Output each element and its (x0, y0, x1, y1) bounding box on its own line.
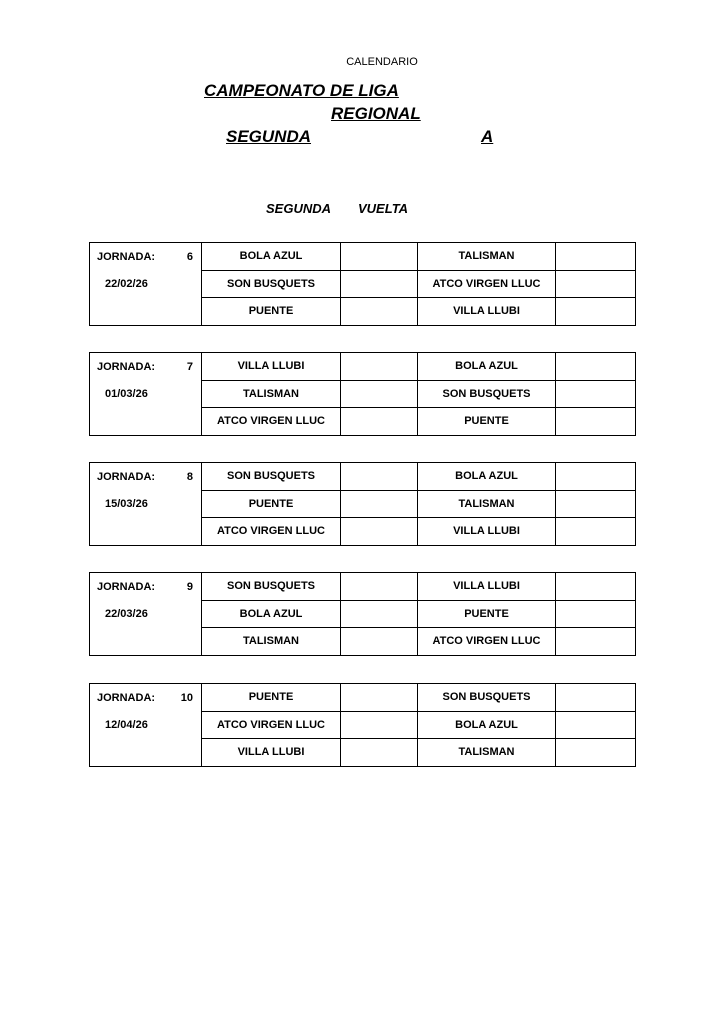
subtitle-segunda: SEGUNDA (266, 201, 332, 216)
away-team: SON BUSQUETS (418, 380, 556, 408)
title-division: SEGUNDA (226, 127, 312, 146)
jornada-date: 01/03/26 (105, 387, 148, 400)
title-group: A (481, 127, 494, 146)
jornada-date-cell (90, 600, 202, 628)
home-score (341, 408, 418, 436)
home-score (341, 298, 418, 326)
away-score (556, 270, 636, 298)
away-score (556, 739, 636, 767)
jornada-date-cell (90, 380, 202, 408)
home-score (341, 628, 418, 656)
away-team: VILLA LLUBI (418, 573, 556, 601)
home-team: TALISMAN (202, 380, 341, 408)
home-team: SON BUSQUETS (202, 573, 341, 601)
jornada-number: 10 (180, 691, 193, 704)
jornada-empty-cell (90, 518, 202, 546)
home-score (341, 243, 418, 271)
jornada-number: 8 (186, 470, 193, 483)
away-team: BOLA AZUL (418, 353, 556, 381)
home-team: BOLA AZUL (202, 243, 341, 271)
away-team: BOLA AZUL (418, 463, 556, 491)
home-score (341, 463, 418, 491)
jornada-table (89, 683, 636, 767)
away-score (556, 490, 636, 518)
away-score (556, 463, 636, 491)
jornada-empty-cell (90, 628, 202, 656)
jornada-date: 22/03/26 (105, 607, 148, 620)
away-team: PUENTE (418, 600, 556, 628)
jornada-label: JORNADA: (97, 580, 156, 593)
jornada-date-cell (90, 711, 202, 739)
home-score (341, 380, 418, 408)
jornada-number: 6 (186, 250, 193, 263)
away-score (556, 353, 636, 381)
jornada-date: 22/02/26 (105, 277, 148, 290)
jornada-empty-cell (90, 408, 202, 436)
home-team: BOLA AZUL (202, 600, 341, 628)
jornada-number: 9 (186, 580, 193, 593)
home-score (341, 490, 418, 518)
away-score (556, 243, 636, 271)
away-team: VILLA LLUBI (418, 518, 556, 546)
home-team: PUENTE (202, 298, 341, 326)
jornada-header (90, 243, 202, 271)
home-team: ATCO VIRGEN LLUC (202, 408, 341, 436)
home-team: SON BUSQUETS (202, 270, 341, 298)
jornada-table (89, 352, 636, 436)
home-score (341, 711, 418, 739)
home-team: SON BUSQUETS (202, 463, 341, 491)
home-team: ATCO VIRGEN LLUC (202, 518, 341, 546)
home-score (341, 684, 418, 712)
jornada-label: JORNADA: (97, 360, 156, 373)
away-score (556, 628, 636, 656)
home-team: VILLA LLUBI (202, 353, 341, 381)
away-team: TALISMAN (418, 490, 556, 518)
jornada-date-cell (90, 270, 202, 298)
away-team: BOLA AZUL (418, 711, 556, 739)
away-team: ATCO VIRGEN LLUC (418, 628, 556, 656)
away-score (556, 408, 636, 436)
home-score (341, 518, 418, 546)
away-team: TALISMAN (418, 243, 556, 271)
home-score (341, 573, 418, 601)
jornada-header (90, 353, 202, 381)
jornada-empty-cell (90, 739, 202, 767)
away-team: ATCO VIRGEN LLUC (418, 270, 556, 298)
calendar-label: CALENDARIO (346, 56, 418, 68)
jornada-table (89, 572, 636, 656)
home-team: VILLA LLUBI (202, 739, 341, 767)
subtitle-vuelta: VUELTA (358, 201, 409, 216)
jornada-label: JORNADA: (97, 470, 156, 483)
jornada-header (90, 684, 202, 712)
home-team: ATCO VIRGEN LLUC (202, 711, 341, 739)
title-line-2: REGIONAL (331, 104, 421, 123)
jornada-table (89, 242, 636, 326)
jornada-header (90, 573, 202, 601)
away-team: PUENTE (418, 408, 556, 436)
jornada-date: 15/03/26 (105, 497, 148, 510)
home-score (341, 600, 418, 628)
jornada-date: 12/04/26 (105, 718, 148, 731)
away-score (556, 711, 636, 739)
jornada-empty-cell (90, 298, 202, 326)
jornada-label: JORNADA: (97, 250, 156, 263)
jornada-label: JORNADA: (97, 691, 156, 704)
away-score (556, 298, 636, 326)
jornada-header (90, 463, 202, 491)
home-team: PUENTE (202, 490, 341, 518)
jornada-date-cell (90, 490, 202, 518)
home-score (341, 353, 418, 381)
away-score (556, 380, 636, 408)
away-score (556, 573, 636, 601)
home-team: PUENTE (202, 684, 341, 712)
away-score (556, 518, 636, 546)
away-team: VILLA LLUBI (418, 298, 556, 326)
away-score (556, 684, 636, 712)
home-score (341, 739, 418, 767)
home-score (341, 270, 418, 298)
jornada-table (89, 462, 636, 546)
away-team: TALISMAN (418, 739, 556, 767)
away-score (556, 600, 636, 628)
home-team: TALISMAN (202, 628, 341, 656)
jornada-number: 7 (186, 360, 193, 373)
title-line-1: CAMPEONATO DE LIGA (204, 81, 399, 100)
away-team: SON BUSQUETS (418, 684, 556, 712)
